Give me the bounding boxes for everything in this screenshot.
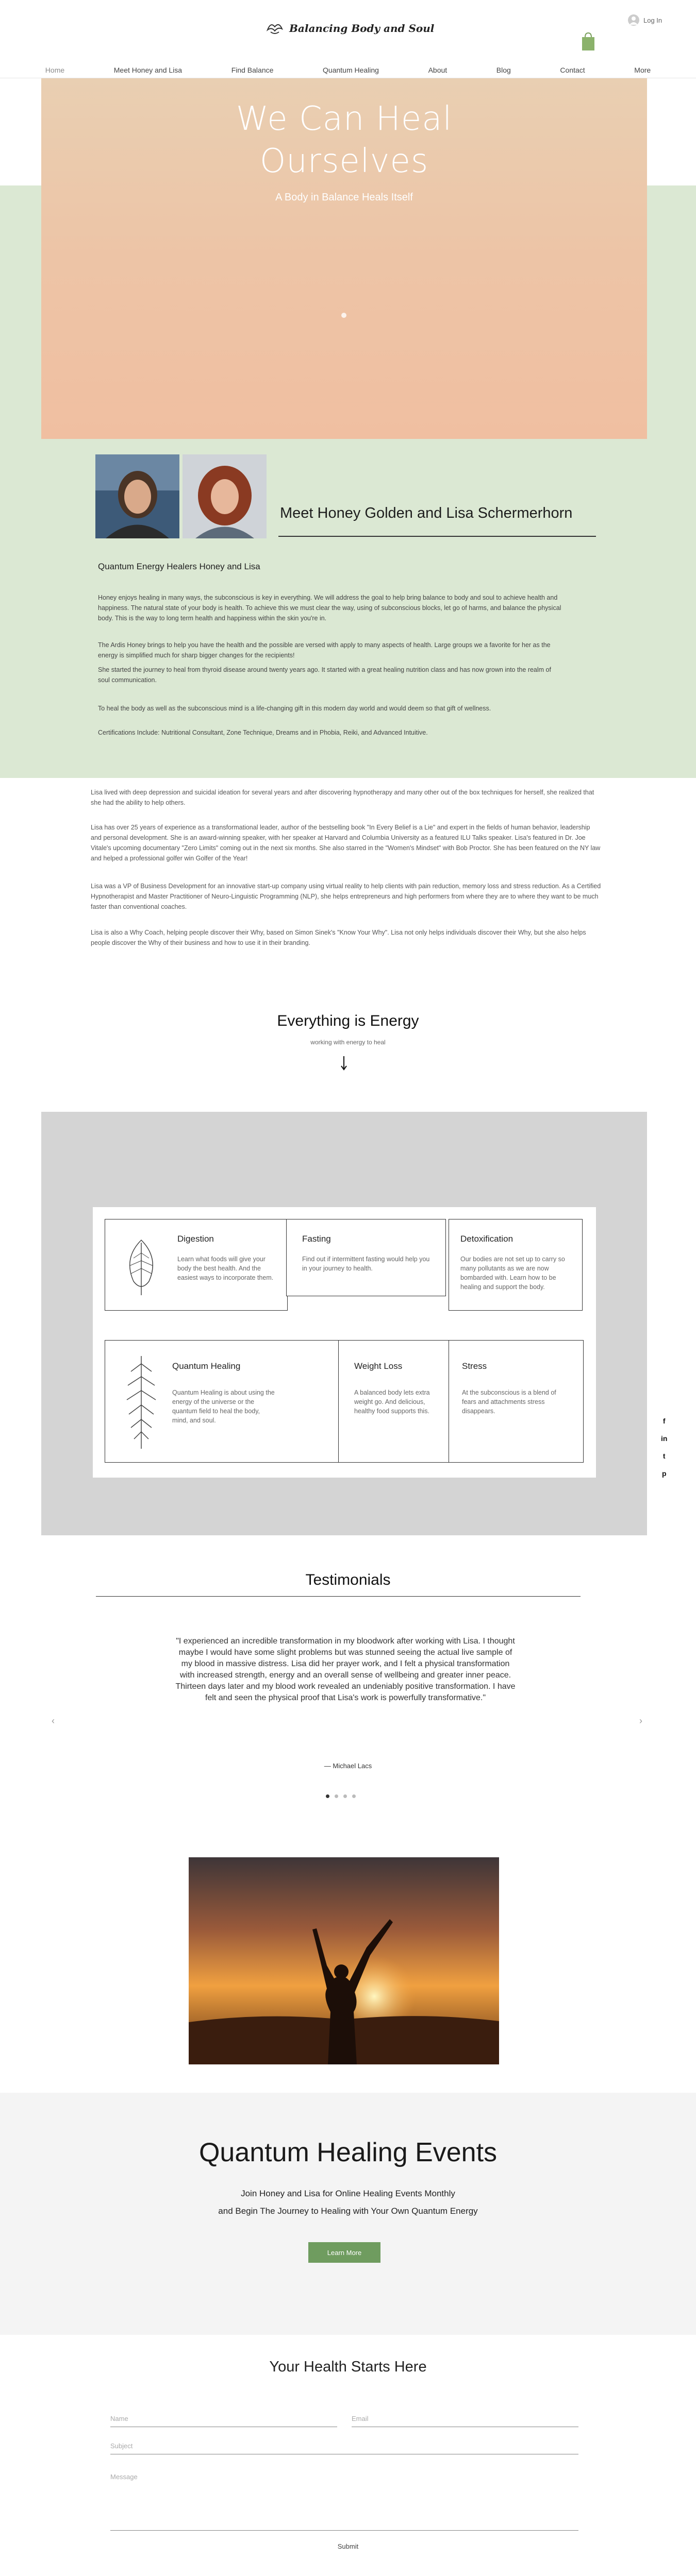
about-paragraph-2: The Ardis Honey brings to help you have the health and the possible are versed with apply to many aspects of health. Large groups we a favorite for her as the energy is simplified much for sharp bigger changes for the recipients! [98, 641, 551, 659]
events-line1: Join Honey and Lisa for Online Healing Events Monthly [241, 2189, 455, 2198]
hero-title-line2: Ourselves [259, 142, 429, 180]
events-title: Quantum Healing Events [198, 2138, 498, 2167]
email-field[interactable]: Email [352, 2415, 578, 2427]
nav-item-more[interactable]: More [634, 65, 651, 74]
nav-item-about[interactable]: About [428, 65, 448, 74]
nav-item-meet[interactable]: Meet Honey and Lisa [113, 65, 183, 74]
chevron-right-icon[interactable]: › [639, 1716, 642, 1726]
about-paragraph-3: She started the journey to heal from thyroid disease around twenty years ago. It started with a great healing nutrition class and has now grown into the realm of soul communication. [98, 666, 551, 684]
carousel-dot[interactable] [352, 1794, 356, 1798]
bio-paragraph-1: Lisa lived with deep depression and suicidal ideation for several years and after discovering hypnotherapy and many other out of the box techniques for herself, she realized that she had the ability to help others. [91, 789, 594, 806]
card-title: Stress [462, 1361, 487, 1371]
service-card-digestion[interactable] [105, 1219, 288, 1311]
hero-banner [41, 78, 647, 439]
main-nav [0, 62, 696, 78]
card-title: Detoxification [460, 1234, 513, 1244]
card-text: Learn what foods will give your body the best health. And the easiest ways to incorporate them. [177, 1256, 274, 1281]
nav-item-find-balance[interactable]: Find Balance [231, 65, 274, 74]
hero-title [41, 98, 647, 182]
card-text: Find out if intermittent fasting would help you in your journey to health. [302, 1256, 430, 1272]
chevron-left-icon[interactable]: ‹ [52, 1716, 55, 1726]
carousel-dot[interactable] [343, 1794, 347, 1798]
card-text: Quantum Healing is about using the energy of the universe or the quantum field to heal the body, mind, and soul. [172, 1389, 275, 1424]
about-paragraph-1: Honey enjoys healing in many ways, the subconscious is key in everything. We will address the goal to help bring balance to body and soul to achieve health and happiness. The natural state of your body is health. To achieve this we must clear the way, using of subconscious blocks, let go of harms, and balance the physical body. This is the way to long term health and happiness within the skin you're in. [98, 594, 561, 622]
about-paragraph-5: Certifications Include: Nutritional Consultant, Zone Technique, Dreams and in Phobia, Reiki, and Advanced Intuitive. [98, 729, 428, 736]
services-panel [93, 1207, 596, 1478]
twitter-icon[interactable]: t [662, 1452, 666, 1460]
card-title: Fasting [302, 1234, 331, 1244]
testimonials-divider [96, 1596, 581, 1597]
lisa-photo [183, 454, 267, 538]
submit-button[interactable]: Submit [337, 2543, 359, 2550]
card-text: Our bodies are not set up to carry so many pollutants as we are now bombarded with. Learn how to be healing and support the body. [460, 1256, 565, 1291]
energy-title: Everything is Energy [277, 1012, 419, 1029]
energy-subtitle: working with energy to heal [310, 1039, 386, 1046]
bio-paragraph-4: Lisa is also a Why Coach, helping people discover their Why, based on Simon Sinek's "Know Your Why". Lisa not only helps individuals discover their Why, but she also helps people discover the Why of their business and how to use it in their branding. [91, 929, 586, 946]
nav-item-quantum-healing[interactable]: Quantum Healing [323, 65, 379, 74]
name-field[interactable]: Name [110, 2415, 337, 2427]
testimonials-title: Testimonials [305, 1571, 391, 1588]
about-paragraph-4: To heal the body as well as the subconscious mind is a life-changing gift in this modern day world and would deem so that gift of wellness. [98, 705, 491, 712]
card-text: At the subconscious is a blend of fears and attachments stress disappears. [462, 1389, 556, 1415]
honey-photo [95, 454, 179, 538]
pinterest-icon[interactable]: p [661, 1469, 667, 1478]
service-card-weight-loss[interactable] [338, 1340, 451, 1463]
service-card-fasting[interactable] [286, 1219, 446, 1296]
hero-title-line1: We Can Heal [236, 100, 453, 138]
carousel-dot[interactable] [335, 1794, 338, 1798]
login-button[interactable] [628, 14, 662, 26]
arrow-down-icon[interactable] [340, 1056, 347, 1071]
herb-icon [121, 1353, 162, 1451]
card-text: A balanced body lets extra weight go. And delicious, healthy food supports this. [354, 1389, 430, 1415]
bio-paragraph-2: Lisa has over 25 years of experience as a transformational leader, author of the bestselling book "In Every Belief is a Lie" and expert in the fields of human behavior, leadership and personal development. She is an award-winning speaker, with her speaker at Harvard and Columbia University as a featured ILU Talks speaker. Lisa's featured in Dr. Joe Vitale's upcoming documentary "Zero Limits" coming out in the next six months. She also starred in the "Women's Mindset" with Bob Proctor. She has been featured on the NY law and helped a professional golfer win Golfer of the Year! [91, 824, 601, 862]
facebook-icon[interactable]: f [662, 1417, 666, 1425]
testimonial-author: — Michael Lacs [324, 1762, 372, 1770]
card-title: Weight Loss [354, 1361, 403, 1371]
hero-scroll-indicator[interactable] [341, 313, 346, 318]
message-field[interactable]: Message [110, 2473, 578, 2531]
nav-item-home[interactable]: Home [45, 65, 65, 74]
subject-field[interactable]: Subject [110, 2442, 578, 2454]
leaf-icon [118, 1238, 164, 1297]
nav-item-blog[interactable]: Blog [496, 65, 511, 74]
card-title: Digestion [177, 1234, 214, 1244]
sunset-image [189, 1857, 499, 2064]
logo-text: Balancing Body and Soul [289, 22, 435, 35]
events-line2: and Begin The Journey to Healing with Your Own Quantum Energy [218, 2206, 478, 2216]
site-header [0, 0, 696, 78]
about-subtitle: Quantum Energy Healers Honey and Lisa [98, 562, 260, 571]
service-card-detoxification[interactable] [449, 1219, 583, 1311]
login-label: Log In [643, 16, 662, 24]
bio-paragraph-3: Lisa was a VP of Business Development for an innovative start-up company using virtual reality to help clients with pain reduction, memory loss and stress reduction. As a Certified Hypnotherapist and Master Practitioner of Neuro-Linguistic Programming (NLP), she helps entrepreneurs and high performers from where they are to where they want to be much faster than conventional coaches. [91, 883, 601, 910]
service-card-stress[interactable] [449, 1340, 584, 1463]
card-title: Quantum Healing [172, 1361, 241, 1371]
avatar-icon [628, 14, 639, 26]
nav-item-contact[interactable]: Contact [560, 65, 585, 74]
shopping-bag-icon[interactable] [581, 31, 596, 52]
service-card-quantum-healing[interactable] [105, 1340, 340, 1463]
social-bar [661, 1417, 667, 1478]
carousel-dots [326, 1794, 356, 1798]
testimonial-quote: "I experienced an incredible transformation in my bloodwork after working with Lisa. I thought maybe I would have some slight problems but was stunned seeing the actual live sample of my blood in massive distress. Lisa did her prayer work, and I felt a physical transformation with increased strength, energy and an overall sense of wellbeing and greater inner peace. Thirteen days later and my blood work revealed an undeniably positive transformation. I have felt and seen the physical proof that Lisa's work is powerfully transformative." [175, 1637, 516, 1702]
logo-mark-icon [266, 20, 284, 37]
logo[interactable] [266, 20, 434, 37]
learn-more-button[interactable]: Learn More [308, 2242, 380, 2263]
about-divider [278, 536, 596, 537]
linkedin-icon[interactable]: in [661, 1434, 668, 1443]
founder-photos [95, 454, 267, 538]
carousel-dot[interactable] [326, 1794, 329, 1798]
form-title: Your Health Starts Here [269, 2359, 427, 2375]
hero-subtitle: A Body in Balance Heals Itself [275, 192, 413, 203]
about-title: Meet Honey Golden and Lisa Schermerhorn [280, 505, 573, 521]
